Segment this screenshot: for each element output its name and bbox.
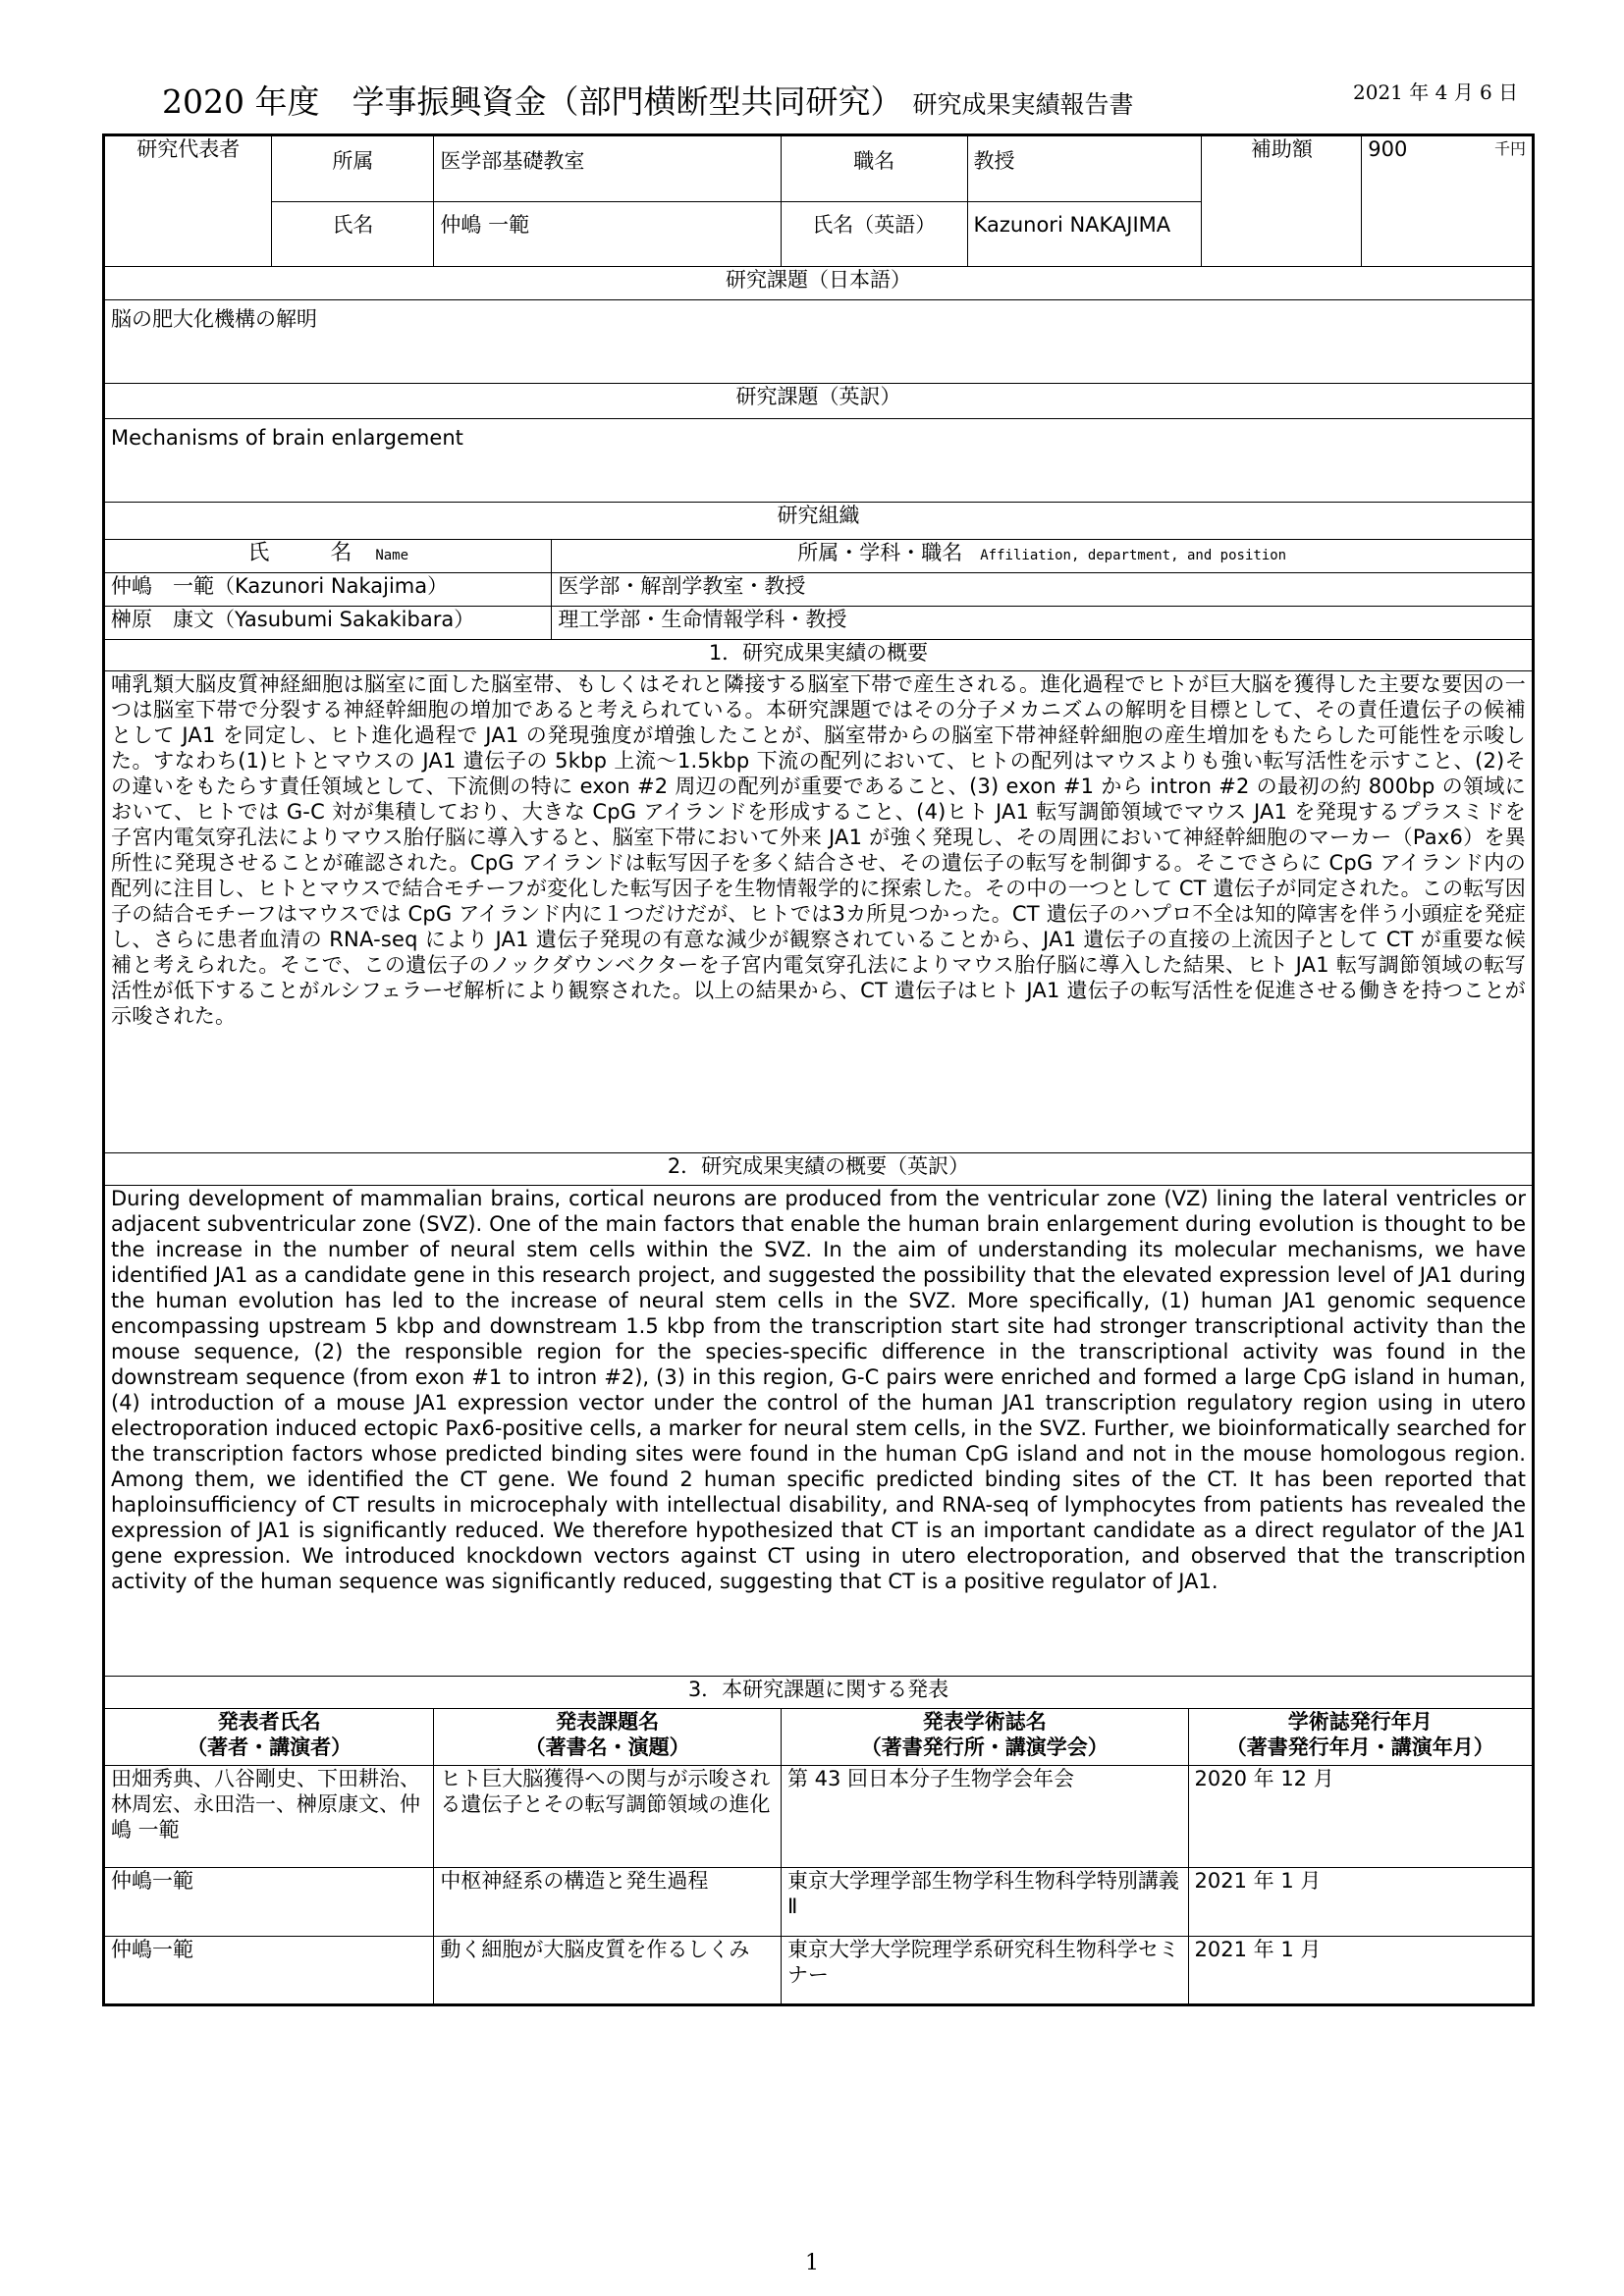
pub-date: 2021 年 1 月 [1188, 1937, 1533, 2005]
org-member-name: 榊原 康文（Yasubumi Sakakibara） [104, 607, 552, 640]
page-number: 1 [805, 2251, 819, 2275]
pub-date: 2021 年 1 月 [1188, 1868, 1533, 1937]
pub-venue: 東京大学理学部生物学科生物科学特別講義Ⅱ [781, 1868, 1188, 1937]
pub-col-authors-line1: 発表者氏名 [217, 1710, 321, 1734]
representative-label: 研究代表者 [104, 135, 272, 267]
org-col-name-en: Name [375, 548, 409, 563]
pub-date: 2020 年 12 月 [1188, 1766, 1533, 1868]
pub-authors: 仲嶋一範 [104, 1937, 434, 2005]
pub-authors: 田畑秀典、八谷剛史、下田耕治、林周宏、永田浩一、榊原康文、仲嶋 一範 [104, 1766, 434, 1868]
position-value: 教授 [967, 135, 1202, 202]
report-date: 2021 年 4 月 6 日 [1353, 80, 1519, 104]
topic-en-header: 研究課題（英訳） [104, 384, 1534, 419]
pub-col-authors-line2: （著者・講演者） [187, 1735, 352, 1759]
pub-col-date [1188, 1709, 1533, 1766]
name-en-value: Kazunori NAKAJIMA [967, 202, 1202, 267]
position-label: 職名 [781, 135, 967, 202]
title-sub: 研究成果実績報告書 [912, 90, 1134, 119]
summary-jp-text: 哺乳類大脳皮質神経細胞は脳室に面した脳室帯、もしくはそれと隣接する脳室下帯で産生される。進化過程でヒトが巨大脳を獲得した主要な要因の一つは脳室下帯で分裂する神経幹細胞の増加であると考えられている。本研究課題ではその分子メカニズムの解明を目標として、その責任遺伝子の候補として JA1 を同定し、ヒト進化過程で JA1 の発現強度が増強したことが、脳室帯からの脳室下帯神経幹細胞の産生増加をもたらした可能性を示唆した。すなわち(1)ヒトとマウスの JA1 遺伝子の 5kbp 上流～1.5kbp 下流の配列において、ヒトの配列はマウスよりも強い転写活性を示すこと、(2)その違いをもたらす責任領域として、下流側の特に exon #2 周辺の配列が重要であること、(3) exon #1 から intron #2 の最初の約 800bp の領域において、ヒトでは G-C 対が集積しており、大きな CpG アイランドを形成すること、(4)ヒト JA1 転写調節領域でマウス JA1 を発現するプラスミドを子宮内電気穿孔法によりマウス胎仔脳に導入すると、脳室下帯において外来 JA1 が強く発現し、その周囲において神経幹細胞のマーカー（Pax6）を異所性に発現させることが確認された。CpG アイランドは転写因子を多く結合させ、その遺伝子の転写を制御する。そこでさらに CpG アイランド内の配列に注目し、ヒトとマウスで結合モチーフが変化した転写因子を生物情報学的に探索した。その中の一つとして CT 遺伝子が同定された。この転写因子の結合モチーフはマウスでは CpG アイランド内に１つだけだが、ヒトでは3カ所見つかった。CT 遺伝子のハプロ不全は知的障害を伴う小頭症を発症し、さらに患者血清の RNA-seq により JA1 遺伝子発現の有意な減少が観察されていることから、JA1 遺伝子の直接の上流因子として CT が重要な候補と考えられた。そこで、この遺伝子のノックダウンベクターを子宮内電気穿孔法によりマウス胎仔脳に導入した結果、ヒト JA1 転写調節領域の転写活性が低下することがルシフェラーゼ解析により観察された。以上の結果から、CT 遺伝子はヒト JA1 遺伝子の転写活性を促進させる働きを持つことが示唆された。 [104, 671, 1534, 1153]
pub-title: 中枢神経系の構造と発生過程 [434, 1868, 782, 1937]
pub-col-title [434, 1709, 782, 1766]
name-en-label: 氏名（英語） [781, 202, 967, 267]
org-member-affiliation: 理工学部・生命情報学科・教授 [552, 607, 1534, 640]
topic-jp-header: 研究課題（日本語） [104, 267, 1534, 300]
pub-col-venue-line1: 発表学術誌名 [922, 1710, 1047, 1734]
pub-col-venue-line2: （著書発行所・講演学会） [860, 1735, 1109, 1759]
grant-amount-cell [1362, 135, 1534, 267]
pub-col-date-line1: 学術誌発行年月 [1287, 1710, 1433, 1734]
name-value: 仲嶋 一範 [434, 202, 782, 267]
org-member-name: 仲嶋 一範（Kazunori Nakajima） [104, 573, 552, 607]
summary-en-text: During development of mammalian brains, cortical neurons are produced from the ventricular zone (VZ) lining the lateral ventricles or adjacent subventricular zone (SVZ). One of the main factors that enable the human brain enlargement during evolution is thought to be the increase in the number of neural stem cells within the SVZ. In the aim of understanding its molecular mechanisms, we have identified JA1 as a candidate gene in this research project, and suggested the possibility that the elevated expression level of JA1 during the human evolution has led to the increase of neural stem cells in the SVZ. More specifically, (1) human JA1 genomic sequence encompassing upstream 5 kbp and downstream 1.5 kbp from the transcription start site had stronger transcriptional activity than the mouse sequence, (2) the responsible region for the species-specific difference in the transcriptional activity was found in the downstream sequence (from exon #1 to intron #2), (3) in this region, G-C pairs were enriched and formed a large CpG island in human, (4) introduction of a mouse JA1 expression vector under the control of the human JA1 transcription regulatory region using in utero electroporation induced ectopic Pax6-positive cells, a marker for neural stem cells, in the SVZ. Further, we bioinformatically searched for the transcription factors whose predicted binding sites were found in the human CpG island and not in the mouse homologous region. Among them, we identified the CT gene. We found 2 human specific predicted binding sites of the CT. It has been reported that haploinsufficiency of CT results in microcephaly with intellectual disability, and RNA-seq of lymphocytes from patients has revealed the expression of JA1 is significantly reduced. We therefore hypothesized that CT is an important candidate as a direct regulator of the JA1 gene expression. We introduced knockdown vectors against CT using in utero electroporation, and observed that the transcription activity of the human sequence was significantly reduced, suggesting that CT is a positive regulator of JA1. [104, 1186, 1534, 1677]
affiliation-label: 所属 [272, 135, 434, 202]
grant-amount: 900 [1368, 137, 1408, 161]
summary-jp-header: 1．研究成果実績の概要 [104, 640, 1534, 671]
org-col-name [104, 540, 552, 573]
pub-authors: 仲嶋一範 [104, 1868, 434, 1937]
publications-header: 3．本研究課題に関する発表 [104, 1677, 1534, 1709]
pub-col-authors [104, 1709, 434, 1766]
table-row [104, 1937, 1534, 2005]
org-member-affiliation: 医学部・解剖学教室・教授 [552, 573, 1534, 607]
name-label: 氏名 [272, 202, 434, 267]
grant-label: 補助額 [1202, 135, 1362, 267]
table-row [104, 1868, 1534, 1937]
pub-venue: 第 43 回日本分子生物学会年会 [781, 1766, 1188, 1868]
topic-en-text: Mechanisms of brain enlargement [104, 419, 1534, 503]
pub-col-title-line1: 発表課題名 [556, 1710, 660, 1734]
pub-title: 動く細胞が大脳皮質を作るしくみ [434, 1937, 782, 2005]
org-col-affiliation [552, 540, 1534, 573]
topic-jp-text: 脳の肥大化機構の解明 [104, 300, 1534, 384]
title-main: 2020 年度 学事振興資金（部門横断型共同研究） [162, 82, 903, 121]
pub-col-date-line2: （著書発行年月・講演年月） [1225, 1735, 1494, 1759]
org-col-affil-jp: 所属・学科・職名 [797, 541, 963, 564]
organization-header: 研究組織 [104, 503, 1534, 540]
pub-col-title-line2: （著書名・演題） [524, 1735, 690, 1759]
org-col-affil-en: Affiliation, department, and position [980, 548, 1287, 563]
pub-title: ヒト巨大脳獲得への関与が示唆される遺伝子とその転写調節領域の進化 [434, 1766, 782, 1868]
affiliation-value: 医学部基礎教室 [434, 135, 782, 202]
summary-en-header: 2．研究成果実績の概要（英訳） [104, 1153, 1534, 1186]
pub-col-venue [781, 1709, 1188, 1766]
pub-venue: 東京大学大学院理学系研究科生物科学セミナー [781, 1937, 1188, 2005]
org-col-name-jp: 氏 名 [247, 541, 358, 565]
report-table [102, 133, 1535, 2006]
table-row [104, 1766, 1534, 1868]
grant-unit: 千円 [1493, 139, 1526, 158]
document-title [162, 77, 1134, 123]
